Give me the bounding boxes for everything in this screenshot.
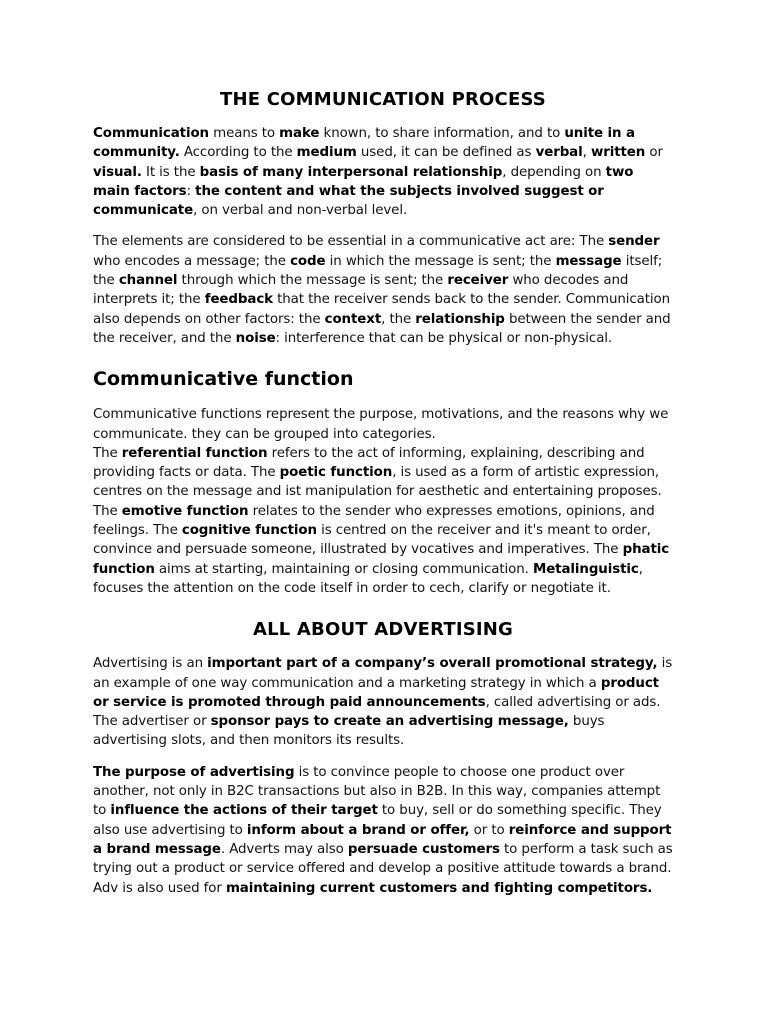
paragraph-advertising-definition: Advertising is an important part of a company’s overall promotional strategy, is an example of one way communication and a marketing strategy in which a product or service is promoted through paid announcements, called advertising or ads. The advertiser or sponsor pays to create an advertising message, buys advertising slots, and then monitors its results. bbox=[93, 656, 673, 749]
bold-term: the content and what the subjects involved suggest or communicate bbox=[93, 183, 604, 219]
bold-term: code bbox=[290, 253, 326, 269]
bold-term: sponsor pays to create an advertising message, bbox=[210, 714, 569, 730]
bold-term: channel bbox=[118, 273, 178, 289]
section-heading-communicative-function: Communicative function bbox=[93, 368, 354, 391]
bold-term: inform about a brand or offer, bbox=[246, 822, 470, 838]
bold-term: message bbox=[555, 253, 622, 269]
bold-term: written bbox=[590, 145, 646, 161]
bold-term: persuade customers bbox=[347, 841, 500, 857]
bold-term: important part of a company’s overall promotional strategy, bbox=[207, 656, 658, 672]
bold-term: two main factors bbox=[93, 164, 634, 199]
bold-term: maintaining current customers and fighting competitors. bbox=[225, 880, 653, 896]
document-page bbox=[93, 88, 673, 898]
bold-term: relationship bbox=[415, 311, 505, 327]
bold-term: context bbox=[324, 311, 382, 327]
bold-term: Communication bbox=[93, 126, 209, 141]
bold-term: phatic function bbox=[93, 542, 670, 577]
bold-term: Metalinguistic bbox=[532, 561, 639, 577]
bold-term: noise bbox=[235, 330, 276, 346]
bold-term: influence the actions of their target bbox=[110, 803, 378, 819]
bold-term: sender bbox=[608, 234, 660, 250]
paragraph-advertising-purpose: The purpose of advertising is to convince people to choose one product over another, not only in B2C transactions but also in B2B. In this way, companies attempt to influence the actions of their target to buy, sell or do something specific. They also use advertising to inform about a brand or offer, or to reinforce and support a brand message. Adverts may also persuade customers to perform a task such as trying out a product or service offered and develop a positive attitude towards a brand. Adv is also used for maintaining current customers and fighting competitors. bbox=[93, 764, 673, 896]
bold-term: verbal bbox=[535, 145, 583, 161]
page-title: THE COMMUNICATION PROCESS bbox=[220, 89, 546, 110]
bold-term: cognitive function bbox=[181, 523, 317, 539]
bold-term: referential function bbox=[121, 445, 268, 461]
paragraph-communicative-functions: Communicative functions represent the purpose, motivations, and the reasons why we communicate. they can be grouped into categories. The referential function refers to the act of informing, explaining, describing and providing facts or data. The poetic function, is used as a form of artistic expression, centres on the message and ist manipulation for aesthetic and entertaining proposes. The emotive function relates to the sender who expresses emotions, opinions, and feelings. The cognitive function is centred on the receiver and it's meant to order, convince and persuade someone, illustrated by vocatives and imperatives. The phatic function aims at starting, maintaining or closing communication. Metalinguistic, focuses the attention on the code itself in order to cech, clarify or negotiate it. bbox=[93, 407, 670, 596]
paragraph-communication-definition: Communication means to make known, to share information, and to unite in a community. According to the medium used, it can be defined as verbal, written or visual. It is the basis of many interpersonal relationship, depending on two main factors: the content and what the subjects involved suggest or communicate, on verbal and non-verbal level. bbox=[93, 126, 663, 219]
bold-term: medium bbox=[296, 145, 357, 161]
bold-term: visual. bbox=[93, 164, 142, 180]
bold-term: reinforce and support a brand message bbox=[93, 822, 672, 857]
bold-term: product or service is promoted through paid announcements bbox=[93, 675, 659, 710]
section-title-advertising: ALL ABOUT ADVERTISING bbox=[252, 619, 514, 641]
bold-term: receiver bbox=[447, 273, 509, 289]
bold-term: emotive function bbox=[121, 503, 249, 519]
bold-term: unite in a community. bbox=[93, 126, 635, 161]
bold-term: basis of many interpersonal relationship bbox=[199, 164, 503, 180]
bold-term: poetic function bbox=[279, 465, 393, 481]
bold-term: The purpose of advertising bbox=[93, 764, 295, 780]
bold-term: make bbox=[279, 126, 320, 141]
bold-term: feedback bbox=[204, 292, 273, 308]
paragraph-communication-elements: The elements are considered to be essential in a communicative act are: The sender who encodes a message; the code in which the message is sent; the message itself; the channel through which the message is sent; the receiver who decodes and interprets it; the feedback that the receiver sends back to the sender. Communication also depends on other factors: the context, the relationship between the sender and the receiver, and the noise: interference that can be physical or non-physical. bbox=[93, 234, 671, 346]
